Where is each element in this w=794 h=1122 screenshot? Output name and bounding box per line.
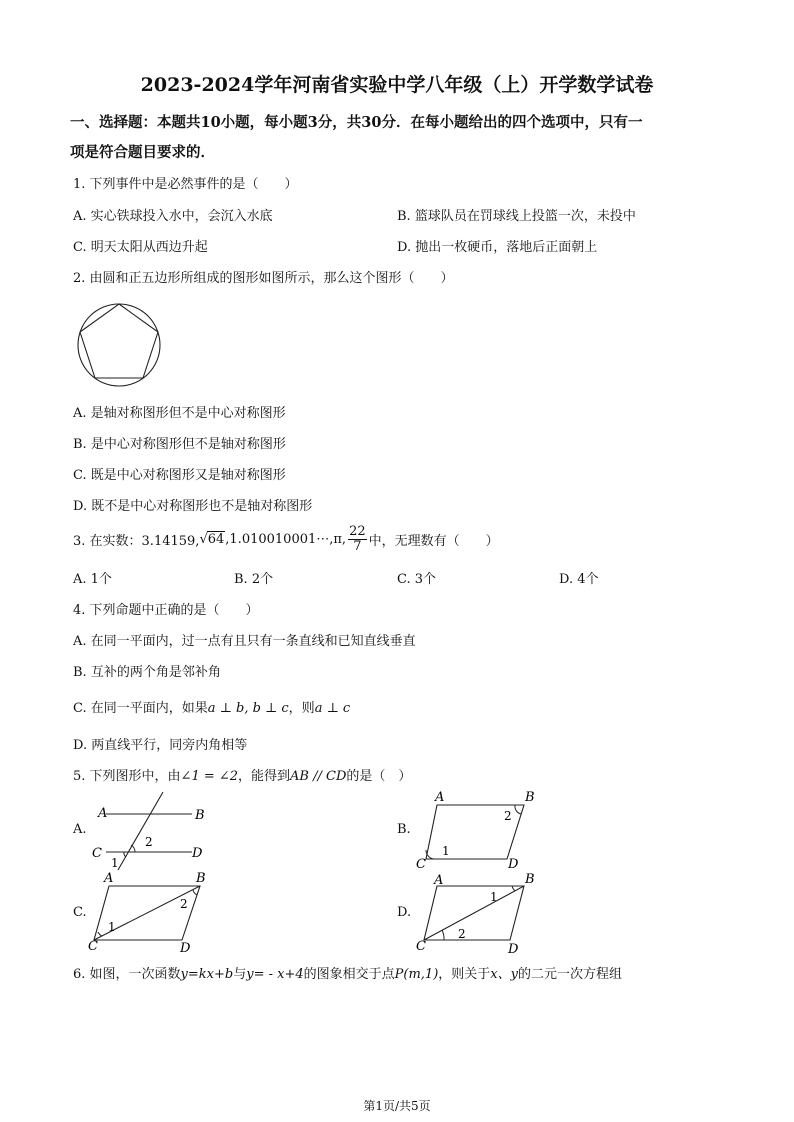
figure-c-label-b: B	[196, 871, 206, 886]
q2-option-c: C. 既是中心对称图形又是轴对称图形	[73, 468, 286, 483]
figure-b	[412, 788, 547, 870]
q3-option-b: B. 2个	[234, 572, 274, 587]
q1-option-d: D. 抛出一枚硬币，落地后正面朝上	[397, 240, 598, 255]
q6-stem	[73, 963, 622, 982]
q2-option-a: A. 是轴对称图形但不是中心对称图形	[73, 406, 286, 421]
q5-math1: ∠1 = ∠2	[180, 769, 239, 784]
q5-mid: ，能得到	[238, 769, 291, 784]
figure-b-label-d: D	[508, 857, 519, 870]
figure-c-label-d: D	[180, 941, 191, 956]
figure-b-angle-2-arc	[515, 805, 521, 814]
q6-function-1: y=kx+b	[180, 967, 234, 982]
q4-stem: 4. 下列命题中正确的是（ ）	[73, 603, 259, 618]
q5-option-b: B.	[397, 822, 411, 837]
figure-d-diagonal	[424, 886, 524, 940]
figure-c-label-2: 2	[180, 897, 188, 911]
q4-option-d: D. 两直线平行，同旁内角相等	[73, 738, 248, 753]
page-footer: 第1页/共5页	[363, 1099, 431, 1113]
q6-vars: x、y	[490, 967, 518, 982]
q3-prefix: 3. 在实数：3.14159,	[73, 533, 200, 549]
q3-suffix: 中，无理数有（ ）	[368, 533, 499, 549]
q6-suffix: ，则关于	[438, 967, 491, 982]
q3-option-a: A. 1个	[73, 572, 112, 587]
figure-c-label-1: 1	[108, 920, 116, 934]
figure-a-label-b: B	[195, 808, 205, 823]
q2-option-b: B. 是中心对称图形但不是轴对称图形	[73, 437, 286, 452]
figure-a-label-1: 1	[111, 856, 119, 870]
figure-d-angle-2-arc	[442, 930, 444, 940]
q4-option-c	[73, 697, 350, 716]
figure-c-angle-2-arc	[193, 890, 197, 895]
figure-c-label-c: C	[88, 939, 98, 954]
figure-d-label-c: C	[416, 939, 426, 954]
q2-option-d: D. 既不是中心对称图形也不是轴对称图形	[73, 499, 313, 514]
q3-option-d: D. 4个	[559, 572, 599, 587]
q3-middle: ,1.010010001⋯,π,	[225, 531, 347, 547]
q6-end: 的二元一次方程组	[517, 967, 622, 982]
q4-option-b: B. 互补的两个角是邻补角	[73, 665, 221, 680]
figure-a-transversal	[118, 792, 163, 870]
q1-option-a: A. 实心铁球投入水中，会沉入水底	[73, 209, 273, 224]
q4-option-c-mid: ，则	[288, 701, 315, 716]
figure-c-angle-1-arc	[98, 932, 102, 936]
q3-fraction-numerator: 22	[349, 523, 366, 539]
q5-prefix: 5. 下列图形中，由	[73, 769, 181, 784]
q5-option-d: D.	[397, 905, 412, 920]
figure-b-label-2: 2	[504, 809, 512, 823]
figure-a-label-2: 2	[145, 835, 153, 849]
figure-d-label-d: D	[508, 942, 519, 957]
q6-function-2: y= - x+4	[246, 967, 304, 982]
q4-option-c-math2: a ⊥ c	[314, 701, 351, 716]
q4-option-c-math1: a ⊥ b, b ⊥ c	[207, 701, 289, 716]
figure-a-label-d: D	[192, 846, 203, 861]
q1-option-c: C. 明天太阳从西边升起	[73, 240, 208, 255]
q5-stem	[73, 765, 411, 784]
section-heading-line2: 项是符合题目要求的．	[70, 144, 215, 161]
figure-d-label-b: B	[525, 872, 535, 887]
figure-c-label-a: A	[104, 871, 114, 886]
q5-suffix: 的是（ ）	[346, 769, 412, 784]
figure-b-label-a: A	[435, 790, 445, 805]
section-heading-line1: 一、选择题：本题共10小题，每小题3分，共30分．在每小题给出的四个选项中，只有一	[70, 114, 643, 131]
figure-b-label-c: C	[416, 857, 426, 870]
q3-stem	[73, 521, 499, 557]
figure-a-label-a: A	[98, 806, 108, 821]
q5-option-a: A.	[73, 822, 87, 837]
figure-b-label-1: 1	[442, 844, 450, 858]
circle-pentagon-figure	[72, 300, 168, 392]
circle-shape	[78, 304, 160, 386]
q5-math2: AB // CD	[290, 769, 347, 784]
q6-point: P(m,1)	[394, 967, 439, 982]
figure-c	[86, 870, 216, 958]
figure-d-label-1: 1	[490, 890, 498, 904]
q4-option-a: A. 在同一平面内，过一点有且只有一条直线和已知直线垂直	[73, 634, 416, 649]
q3-fraction	[348, 525, 367, 553]
q3-radicand: 64	[207, 532, 225, 547]
figure-a	[88, 790, 218, 872]
q2-stem: 2. 由圆和正五边形所组成的图形如图所示，那么这个图形（ ）	[73, 271, 454, 286]
q3-option-c: C. 3个	[397, 572, 437, 587]
page-title: 2023-2024学年河南省实验中学八年级（上）开学数学试卷	[140, 74, 654, 96]
q6-prefix: 6. 如图，一次函数	[73, 967, 181, 982]
q6-mid1: 与	[233, 967, 247, 982]
figure-a-angle-1-arc	[124, 852, 126, 857]
sqrt-symbol: √	[199, 531, 208, 547]
figure-d-label-2: 2	[458, 927, 466, 941]
q1-stem: 1. 下列事件中是必然事件的是（ ）	[73, 177, 298, 192]
q3-fraction-denominator: 7	[353, 538, 362, 554]
q6-mid2: 的图象相交于点	[303, 967, 395, 982]
q4-option-c-prefix: C. 在同一平面内，如果	[73, 701, 208, 716]
figure-b-label-b: B	[525, 790, 535, 805]
figure-d-label-a: A	[434, 873, 444, 888]
figure-d	[412, 870, 547, 958]
figure-a-label-c: C	[92, 846, 102, 861]
figure-d-angle-1-arc	[512, 886, 515, 891]
q1-option-b: B. 篮球队员在罚球线上投篮一次，未投中	[397, 209, 636, 224]
q5-option-c: C.	[73, 905, 87, 920]
